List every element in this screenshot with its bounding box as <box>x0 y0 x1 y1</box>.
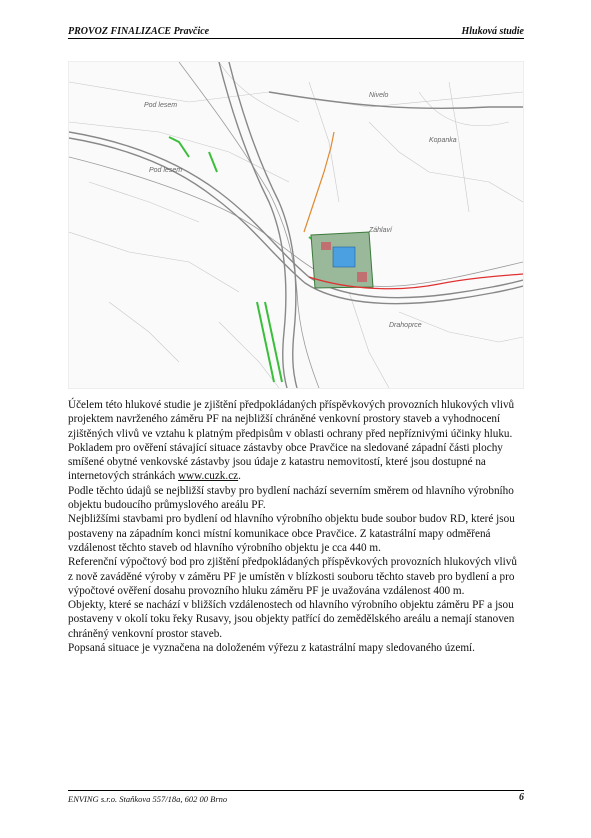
river-lines <box>69 62 523 388</box>
paragraph-distance: Nejbližšími stavbami pro bydlení od hlavního výrobního objektu bude soubor budov RD, které jsou postaveny na západním konci místní komunikace obce Pravčice. Z katastrální mapy odměřená vzdálenost těchto staveb od hlavního výrobního objektu je cca 440 m. <box>68 513 515 554</box>
body-text <box>68 398 523 655</box>
paragraph-objects: Objekty, které se nachází v bližších vzdálenostech od hlavního výrobního objektu záměru PF a jsou postaveny v okolí toku řeky Rusavy, jsou objekty patřící do zemědělského areálu a nemají stanoven chráněný venkovní prostor staveb. <box>68 599 515 640</box>
map-drawing <box>69 62 523 388</box>
paragraph-nearest-buildings: Podle těchto údajů se nejbližší stavby pro bydlení nachází severním směrem od hlavního výrobního objektu budoucího průmyslového areálu PF. <box>68 484 514 512</box>
map-label: Kopanka <box>429 137 457 144</box>
roads <box>69 62 523 388</box>
orange-boundary <box>304 132 334 232</box>
page-footer <box>68 792 524 806</box>
header-study-title: Hluková studie <box>461 26 524 37</box>
footer-company-address: ENVING s.r.o. Staňkova 557/18a, 602 00 Brno <box>68 794 228 804</box>
cuzk-link[interactable]: www.cuzk.cz <box>177 470 239 483</box>
map-label: Drahoprce <box>389 322 422 329</box>
paragraph-purpose: Účelem této hlukové studie je zjištění předpokládaných příspěvkových provozních hlukových vlivů projektem navrženého záměru PF na nejbližší chráněné venkovní prostory staveb a vyhodnocení zjištěných vlivů ve vztahu k platným předpisům v oblasti ochrany před nepříznivými účinky hluku. <box>68 399 515 440</box>
project-site <box>311 232 373 288</box>
map-label: Pod lesem <box>144 102 178 109</box>
page-number: 6 <box>519 792 524 803</box>
paragraph-source-text: Pokladem pro ověření stávající situace zástavby obce Pravčice na sledované západní části plochy smíšené obytné venkovské zástavby jsou údaje z katastru nemovitostí, které jsou dostupné na internetových stránkách <box>68 441 503 483</box>
footer-rule <box>68 790 524 791</box>
page-header <box>68 22 524 38</box>
parcel-lines <box>69 62 523 388</box>
paragraph-source-end: . <box>238 470 241 483</box>
paragraph-reference-point: Referenční výpočtový bod pro zjištění předpokládaných příspěvkových provozních hlukových vlivů z nově zaváděné výroby v záměru PF je umístěn v blízkosti souboru těchto staveb pro bydlení a pro výpočtové ověření dosahu provozního hluku záměru PF je uvažována vzdálenost 400 m. <box>68 556 517 597</box>
paragraph-source <box>68 441 523 484</box>
paragraph-summary: Popsaná situace je vyznačena na doloženém výřezu z katastrální mapy sledovaného území. <box>68 642 475 655</box>
map-label: Nivelo <box>369 92 389 99</box>
map-label: Záhlaví <box>369 227 392 234</box>
header-document-title: PROVOZ FINALIZACE Pravčice <box>68 26 210 37</box>
header-rule <box>68 38 524 39</box>
cadastral-map-figure <box>68 61 524 389</box>
map-label: Pod lesem <box>149 167 183 174</box>
